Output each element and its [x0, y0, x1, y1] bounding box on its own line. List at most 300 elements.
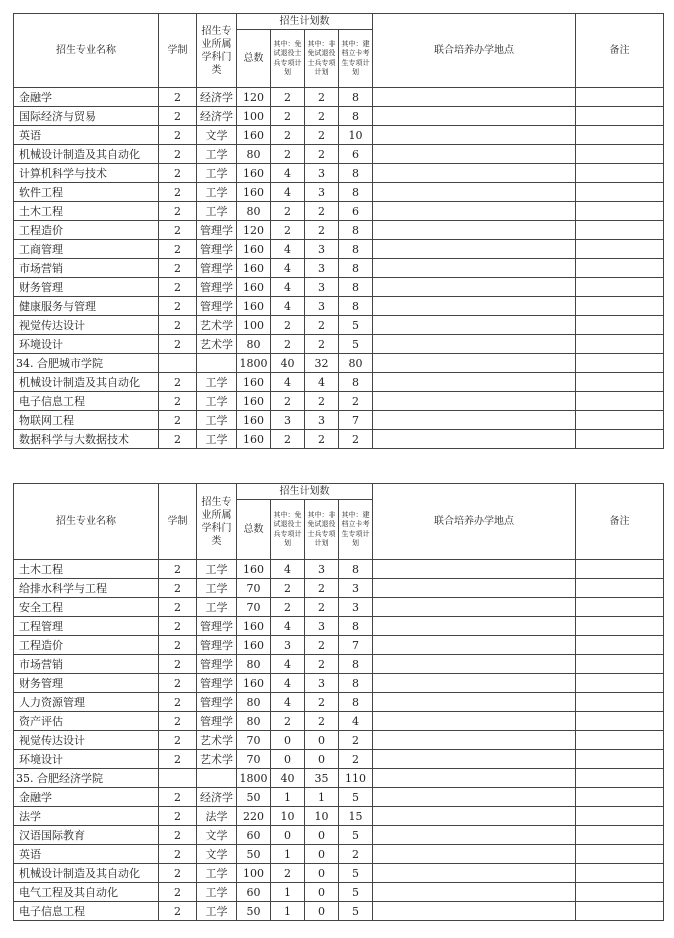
nonexempt-veterans-cell: 32	[305, 354, 339, 373]
total-cell: 80	[237, 693, 271, 712]
location-cell	[373, 183, 576, 202]
exempt-veterans-cell: 4	[271, 617, 305, 636]
remark-cell	[576, 316, 664, 335]
remark-cell	[576, 883, 664, 902]
header-remark: 备注	[576, 14, 664, 88]
header-sub-exempt-veterans: 其中：免试退役士兵专项计划	[271, 30, 305, 88]
table-row	[14, 826, 664, 845]
exempt-veterans-cell: 4	[271, 560, 305, 579]
registered-poor-cell: 8	[339, 617, 373, 636]
enrollment-table-lower	[13, 483, 664, 921]
table-row	[14, 183, 664, 202]
years-cell: 2	[159, 788, 197, 807]
category-cell: 艺术学	[197, 750, 237, 769]
location-cell	[373, 826, 576, 845]
nonexempt-veterans-cell: 3	[305, 183, 339, 202]
years-cell: 2	[159, 674, 197, 693]
table-row	[14, 712, 664, 731]
total-cell: 160	[237, 126, 271, 145]
header-major: 招生专业名称	[14, 14, 159, 88]
total-cell: 160	[237, 259, 271, 278]
remark-cell	[576, 693, 664, 712]
major-name-cell: 机械设计制造及其自动化	[14, 145, 159, 164]
table-row	[14, 579, 664, 598]
table-row	[14, 693, 664, 712]
table-row	[14, 221, 664, 240]
major-name-cell: 土木工程	[14, 202, 159, 221]
exempt-veterans-cell: 40	[271, 769, 305, 788]
school-group-row	[14, 769, 664, 788]
total-cell: 80	[237, 202, 271, 221]
category-cell: 法学	[197, 807, 237, 826]
years-cell: 2	[159, 579, 197, 598]
years-cell: 2	[159, 864, 197, 883]
major-name-cell: 给排水科学与工程	[14, 579, 159, 598]
total-cell: 160	[237, 164, 271, 183]
years-cell: 2	[159, 145, 197, 164]
header-sub-registered-poor: 其中：建档立卡考生专项计划	[339, 500, 373, 560]
nonexempt-veterans-cell: 2	[305, 430, 339, 449]
header-location: 联合培养办学地点	[373, 484, 576, 560]
registered-poor-cell: 8	[339, 674, 373, 693]
total-cell: 160	[237, 430, 271, 449]
exempt-veterans-cell: 10	[271, 807, 305, 826]
registered-poor-cell: 80	[339, 354, 373, 373]
category-cell: 文学	[197, 845, 237, 864]
location-cell	[373, 617, 576, 636]
major-name-cell: 电气工程及其自动化	[14, 883, 159, 902]
total-cell: 80	[237, 335, 271, 354]
registered-poor-cell: 7	[339, 411, 373, 430]
exempt-veterans-cell: 4	[271, 693, 305, 712]
remark-cell	[576, 335, 664, 354]
table-row	[14, 731, 664, 750]
total-cell: 60	[237, 826, 271, 845]
location-cell	[373, 731, 576, 750]
years-cell: 2	[159, 278, 197, 297]
years-cell: 2	[159, 430, 197, 449]
category-cell: 工学	[197, 392, 237, 411]
years-cell: 2	[159, 845, 197, 864]
location-cell	[373, 107, 576, 126]
nonexempt-veterans-cell: 2	[305, 107, 339, 126]
location-cell	[373, 712, 576, 731]
table-row	[14, 240, 664, 259]
registered-poor-cell: 5	[339, 788, 373, 807]
registered-poor-cell: 5	[339, 883, 373, 902]
total-cell: 160	[237, 411, 271, 430]
total-cell: 80	[237, 145, 271, 164]
exempt-veterans-cell: 2	[271, 88, 305, 107]
years-cell: 2	[159, 297, 197, 316]
exempt-veterans-cell: 4	[271, 183, 305, 202]
years-cell: 2	[159, 807, 197, 826]
years-cell: 2	[159, 655, 197, 674]
total-cell: 70	[237, 579, 271, 598]
table-body-upper	[14, 88, 664, 449]
nonexempt-veterans-cell: 0	[305, 750, 339, 769]
table-row	[14, 335, 664, 354]
major-name-cell: 视觉传达设计	[14, 731, 159, 750]
exempt-veterans-cell: 4	[271, 164, 305, 183]
header-sub-registered-poor: 其中：建档立卡考生专项计划	[339, 30, 373, 88]
location-cell	[373, 430, 576, 449]
total-cell: 160	[237, 297, 271, 316]
category-cell: 管理学	[197, 278, 237, 297]
location-cell	[373, 693, 576, 712]
table-row	[14, 750, 664, 769]
category-cell: 管理学	[197, 617, 237, 636]
category-cell: 艺术学	[197, 731, 237, 750]
years-cell: 2	[159, 560, 197, 579]
nonexempt-veterans-cell: 3	[305, 560, 339, 579]
nonexempt-veterans-cell: 3	[305, 297, 339, 316]
major-name-cell: 财务管理	[14, 278, 159, 297]
major-name-cell: 健康服务与管理	[14, 297, 159, 316]
registered-poor-cell: 5	[339, 826, 373, 845]
remark-cell	[576, 769, 664, 788]
major-name-cell: 电子信息工程	[14, 392, 159, 411]
years-cell: 2	[159, 259, 197, 278]
years-cell	[159, 769, 197, 788]
nonexempt-veterans-cell: 35	[305, 769, 339, 788]
years-cell: 2	[159, 316, 197, 335]
remark-cell	[576, 259, 664, 278]
nonexempt-veterans-cell: 2	[305, 693, 339, 712]
major-name-cell: 计算机科学与技术	[14, 164, 159, 183]
major-name-cell: 机械设计制造及其自动化	[14, 373, 159, 392]
nonexempt-veterans-cell: 0	[305, 731, 339, 750]
registered-poor-cell: 8	[339, 693, 373, 712]
category-cell	[197, 354, 237, 373]
registered-poor-cell: 4	[339, 712, 373, 731]
registered-poor-cell: 8	[339, 107, 373, 126]
table-row	[14, 674, 664, 693]
registered-poor-cell: 2	[339, 392, 373, 411]
table-row	[14, 297, 664, 316]
nonexempt-veterans-cell: 0	[305, 902, 339, 921]
table-row	[14, 88, 664, 107]
major-name-cell: 软件工程	[14, 183, 159, 202]
major-name-cell: 市场营销	[14, 259, 159, 278]
remark-cell	[576, 826, 664, 845]
location-cell	[373, 788, 576, 807]
category-cell: 管理学	[197, 221, 237, 240]
table-row	[14, 845, 664, 864]
total-cell: 70	[237, 731, 271, 750]
total-cell: 160	[237, 373, 271, 392]
nonexempt-veterans-cell: 10	[305, 807, 339, 826]
total-cell: 50	[237, 845, 271, 864]
remark-cell	[576, 221, 664, 240]
registered-poor-cell: 8	[339, 259, 373, 278]
years-cell: 2	[159, 126, 197, 145]
remark-cell	[576, 674, 664, 693]
exempt-veterans-cell: 4	[271, 278, 305, 297]
location-cell	[373, 411, 576, 430]
major-name-cell: 国际经济与贸易	[14, 107, 159, 126]
years-cell: 2	[159, 617, 197, 636]
major-name-cell: 资产评估	[14, 712, 159, 731]
total-cell: 1800	[237, 769, 271, 788]
exempt-veterans-cell: 1	[271, 788, 305, 807]
exempt-veterans-cell: 0	[271, 731, 305, 750]
years-cell: 2	[159, 883, 197, 902]
years-cell: 2	[159, 88, 197, 107]
category-cell: 管理学	[197, 240, 237, 259]
category-cell	[197, 769, 237, 788]
years-cell: 2	[159, 335, 197, 354]
exempt-veterans-cell: 0	[271, 826, 305, 845]
years-cell: 2	[159, 712, 197, 731]
location-cell	[373, 674, 576, 693]
header-plan: 招生计划数	[237, 14, 373, 30]
major-name-cell: 机械设计制造及其自动化	[14, 864, 159, 883]
nonexempt-veterans-cell: 3	[305, 259, 339, 278]
years-cell: 2	[159, 183, 197, 202]
years-cell: 2	[159, 392, 197, 411]
exempt-veterans-cell: 2	[271, 145, 305, 164]
nonexempt-veterans-cell: 3	[305, 674, 339, 693]
total-cell: 50	[237, 788, 271, 807]
remark-cell	[576, 145, 664, 164]
table-row	[14, 560, 664, 579]
years-cell: 2	[159, 731, 197, 750]
table-row	[14, 617, 664, 636]
location-cell	[373, 807, 576, 826]
category-cell: 工学	[197, 183, 237, 202]
remark-cell	[576, 126, 664, 145]
total-cell: 120	[237, 88, 271, 107]
registered-poor-cell: 110	[339, 769, 373, 788]
years-cell: 2	[159, 202, 197, 221]
nonexempt-veterans-cell: 2	[305, 579, 339, 598]
remark-cell	[576, 636, 664, 655]
table-row	[14, 807, 664, 826]
exempt-veterans-cell: 3	[271, 411, 305, 430]
remark-cell	[576, 240, 664, 259]
major-name-cell: 土木工程	[14, 560, 159, 579]
registered-poor-cell: 8	[339, 240, 373, 259]
location-cell	[373, 902, 576, 921]
location-cell	[373, 126, 576, 145]
nonexempt-veterans-cell: 3	[305, 617, 339, 636]
location-cell	[373, 202, 576, 221]
remark-cell	[576, 731, 664, 750]
major-name-cell: 物联网工程	[14, 411, 159, 430]
exempt-veterans-cell: 4	[271, 655, 305, 674]
category-cell: 经济学	[197, 88, 237, 107]
total-cell: 220	[237, 807, 271, 826]
major-name-cell: 34. 合肥城市学院	[14, 354, 159, 373]
major-name-cell: 工程造价	[14, 221, 159, 240]
remark-cell	[576, 807, 664, 826]
years-cell: 2	[159, 902, 197, 921]
remark-cell	[576, 598, 664, 617]
location-cell	[373, 560, 576, 579]
location-cell	[373, 354, 576, 373]
table-row	[14, 430, 664, 449]
registered-poor-cell: 2	[339, 731, 373, 750]
registered-poor-cell: 6	[339, 202, 373, 221]
total-cell: 160	[237, 560, 271, 579]
category-cell: 管理学	[197, 655, 237, 674]
header-sub-nonexempt-veterans: 其中：非免试退役士兵专项计划	[305, 500, 339, 560]
registered-poor-cell: 8	[339, 88, 373, 107]
major-name-cell: 英语	[14, 126, 159, 145]
registered-poor-cell: 8	[339, 297, 373, 316]
location-cell	[373, 392, 576, 411]
category-cell: 工学	[197, 411, 237, 430]
category-cell: 工学	[197, 373, 237, 392]
header-plan: 招生计划数	[237, 484, 373, 500]
category-cell: 工学	[197, 202, 237, 221]
remark-cell	[576, 902, 664, 921]
nonexempt-veterans-cell: 2	[305, 221, 339, 240]
location-cell	[373, 88, 576, 107]
location-cell	[373, 864, 576, 883]
table-row	[14, 126, 664, 145]
location-cell	[373, 316, 576, 335]
major-name-cell: 金融学	[14, 788, 159, 807]
registered-poor-cell: 7	[339, 636, 373, 655]
years-cell: 2	[159, 107, 197, 126]
nonexempt-veterans-cell: 2	[305, 202, 339, 221]
category-cell: 管理学	[197, 636, 237, 655]
registered-poor-cell: 8	[339, 164, 373, 183]
nonexempt-veterans-cell: 2	[305, 335, 339, 354]
registered-poor-cell: 10	[339, 126, 373, 145]
total-cell: 160	[237, 617, 271, 636]
table-row	[14, 392, 664, 411]
years-cell: 2	[159, 750, 197, 769]
nonexempt-veterans-cell: 4	[305, 373, 339, 392]
remark-cell	[576, 411, 664, 430]
location-cell	[373, 297, 576, 316]
location-cell	[373, 750, 576, 769]
major-name-cell: 金融学	[14, 88, 159, 107]
location-cell	[373, 221, 576, 240]
years-cell: 2	[159, 636, 197, 655]
nonexempt-veterans-cell: 3	[305, 240, 339, 259]
total-cell: 120	[237, 221, 271, 240]
total-cell: 80	[237, 712, 271, 731]
table-row	[14, 145, 664, 164]
header-years: 学制	[159, 14, 197, 88]
remark-cell	[576, 373, 664, 392]
exempt-veterans-cell: 2	[271, 579, 305, 598]
total-cell: 160	[237, 240, 271, 259]
nonexempt-veterans-cell: 3	[305, 164, 339, 183]
nonexempt-veterans-cell: 0	[305, 845, 339, 864]
major-name-cell: 人力资源管理	[14, 693, 159, 712]
nonexempt-veterans-cell: 2	[305, 636, 339, 655]
nonexempt-veterans-cell: 0	[305, 864, 339, 883]
header-years: 学制	[159, 484, 197, 560]
exempt-veterans-cell: 2	[271, 712, 305, 731]
major-name-cell: 工商管理	[14, 240, 159, 259]
remark-cell	[576, 750, 664, 769]
table-row	[14, 316, 664, 335]
category-cell: 文学	[197, 126, 237, 145]
remark-cell	[576, 278, 664, 297]
remark-cell	[576, 297, 664, 316]
nonexempt-veterans-cell: 2	[305, 88, 339, 107]
registered-poor-cell: 5	[339, 864, 373, 883]
location-cell	[373, 636, 576, 655]
registered-poor-cell: 2	[339, 750, 373, 769]
remark-cell	[576, 107, 664, 126]
nonexempt-veterans-cell: 3	[305, 278, 339, 297]
total-cell: 100	[237, 864, 271, 883]
exempt-veterans-cell: 40	[271, 354, 305, 373]
remark-cell	[576, 202, 664, 221]
major-name-cell: 汉语国际教育	[14, 826, 159, 845]
table-row	[14, 902, 664, 921]
category-cell: 管理学	[197, 297, 237, 316]
remark-cell	[576, 430, 664, 449]
registered-poor-cell: 8	[339, 183, 373, 202]
registered-poor-cell: 15	[339, 807, 373, 826]
registered-poor-cell: 5	[339, 902, 373, 921]
years-cell: 2	[159, 826, 197, 845]
nonexempt-veterans-cell: 1	[305, 788, 339, 807]
exempt-veterans-cell: 1	[271, 845, 305, 864]
category-cell: 管理学	[197, 693, 237, 712]
header-total: 总数	[237, 500, 271, 560]
table-row	[14, 278, 664, 297]
total-cell: 60	[237, 883, 271, 902]
years-cell: 2	[159, 411, 197, 430]
nonexempt-veterans-cell: 2	[305, 712, 339, 731]
table-row	[14, 107, 664, 126]
category-cell: 艺术学	[197, 316, 237, 335]
remark-cell	[576, 655, 664, 674]
exempt-veterans-cell: 4	[271, 297, 305, 316]
exempt-veterans-cell: 2	[271, 598, 305, 617]
total-cell: 160	[237, 278, 271, 297]
remark-cell	[576, 354, 664, 373]
total-cell: 160	[237, 674, 271, 693]
exempt-veterans-cell: 2	[271, 202, 305, 221]
nonexempt-veterans-cell: 2	[305, 655, 339, 674]
exempt-veterans-cell: 4	[271, 259, 305, 278]
location-cell	[373, 598, 576, 617]
total-cell: 70	[237, 598, 271, 617]
major-name-cell: 财务管理	[14, 674, 159, 693]
years-cell: 2	[159, 373, 197, 392]
location-cell	[373, 259, 576, 278]
category-cell: 管理学	[197, 674, 237, 693]
years-cell: 2	[159, 221, 197, 240]
years-cell	[159, 354, 197, 373]
registered-poor-cell: 2	[339, 430, 373, 449]
exempt-veterans-cell: 3	[271, 636, 305, 655]
total-cell: 160	[237, 392, 271, 411]
remark-cell	[576, 845, 664, 864]
total-cell: 1800	[237, 354, 271, 373]
table-row	[14, 864, 664, 883]
registered-poor-cell: 6	[339, 145, 373, 164]
school-group-row	[14, 354, 664, 373]
exempt-veterans-cell: 2	[271, 392, 305, 411]
table-row	[14, 636, 664, 655]
exempt-veterans-cell: 4	[271, 373, 305, 392]
location-cell	[373, 335, 576, 354]
total-cell: 160	[237, 183, 271, 202]
table-row	[14, 259, 664, 278]
major-name-cell: 环境设计	[14, 335, 159, 354]
